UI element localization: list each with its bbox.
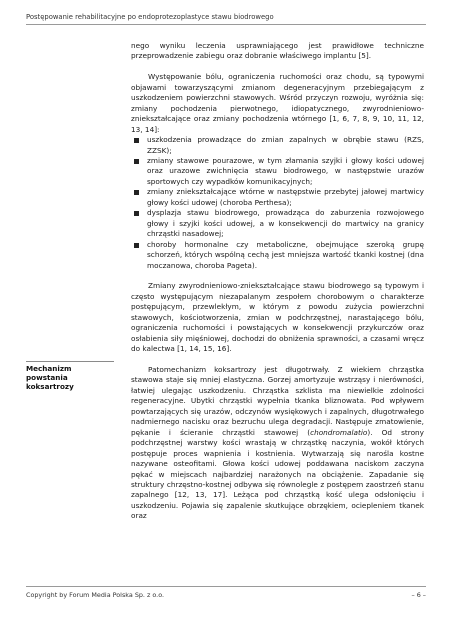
paragraph: Zmiany zwyrodnieniowo-zniekształcające stawu biodrowego są typowym i często występującym niezapalanym zespołem chorobowym o charakterze postępującym, przewlekłym, w którym z powodu zużycia powierzchni stawowych, kościotworzenia, zmian w podchrzęstnej, narastającego bólu, ograniczenia ruchomości i powstających w konsekwencji przykurczów oraz osłabienia siły mięśniowej, dochodzi do obniżenia sprawności, a czasami wręcz do kalectwa [1, 14, 15, 16]. bbox=[131, 281, 424, 354]
list-item-text: choroby hormonalne czy metaboliczne, obejmujące szeroką grupę schorzeń, których wspólną cechą jest mniejsza wartość tkanki kostnej (dna moczanowa, choroba Pageta). bbox=[147, 239, 424, 270]
list-item-text: uszkodzenia prowadzące do zmian zapalnych w obrębie stawu (RZS, ZZSK); bbox=[147, 135, 424, 155]
margin-heading-line: Mechanizm bbox=[26, 364, 72, 373]
list-item-text: zmiany zniekształcające wtórne w następstwie przebytej jałowej martwicy głowy kości udowej (choroba Perthesa); bbox=[147, 187, 424, 207]
paragraph: nego wyniku leczenia usprawniającego jest prawidłowe techniczne przeprowadzenie zabiegu oraz dobranie właściwego implantu [5]. bbox=[131, 41, 424, 61]
list-item bbox=[147, 240, 424, 271]
square-bullet-icon bbox=[134, 138, 139, 143]
italic-term: chondromalatio bbox=[310, 427, 368, 437]
square-bullet-icon bbox=[134, 243, 139, 248]
margin-heading-line: koksartrozy bbox=[26, 381, 74, 391]
text-run: Patomechanizm koksartrozy jest długotrwały. Z wiekiem chrząstka stawowa staje się mniej elastyczna. Gorzej amortyzuje wstrząsy i nierówności, łatwiej ulegając uszkodzeniu. Chrząstka szklista ma niewielkie zdolności regeneracyjne. Ubytki chrząstki wypełnia tkanka bliznowata. Pod wpływem powtarzających się urazów, odczynów wysiękowych i zapalnych, długotrwałego nadmiernego nacisku oraz bezruchu ulega degradacji. Następuje zmatowienie, pękanie i ścieranie chrząstki stawowej ( bbox=[131, 365, 424, 437]
square-bullet-icon bbox=[134, 211, 139, 216]
list-item bbox=[147, 156, 424, 187]
list-item-text: dysplazja stawu biodrowego, prowadząca do zaburzenia rozwojowego głowy i szyjki kości udowej, a w konsekwencji do martwicy na granicy chrząstki nasadowej; bbox=[147, 208, 424, 239]
main-text bbox=[131, 41, 424, 532]
page-number: – 6 – bbox=[411, 591, 426, 599]
text-run: ). Od strony podchrzęstnej warstwy kości wrastają w chrząstkę naczynia, wokół których postępuje proces wapnienia i kostnienia. Wytwarzają się narośla kostne nazywane osteofitami. Głowa kości udowej poddawana naciskom zaczyna pękać w miejscach najbardziej narażonych na obciążenie. Zapadanie się struktury chrzęstno-kostnej odbywa się równolegle z postępem zaostrzeń stanu zapalnego [12, 13, 17]. Leżąca pod chrząstką kość ulega odsłonięciu i uszkodzeniu. Pojawia się zapalenie skutkujące obrzękiem, ociepleniem tkanek oraz bbox=[131, 427, 425, 521]
list-item-text: zmiany stawowe pourazowe, w tym złamania szyjki i głowy kości udowej oraz urazowe zwichnięcia stawu biodrowego, w następstwie urazów sportowych czy wypadków komunikacyjnych; bbox=[147, 155, 424, 186]
copyright-text: Copyright by Forum Media Polska Sp. z o.o. bbox=[26, 591, 165, 599]
square-bullet-icon bbox=[134, 159, 139, 164]
running-header: Postępowanie rehabilitacyjne po endoprotezoplastyce stawu biodrowego bbox=[26, 13, 426, 25]
margin-heading-line: powstania bbox=[26, 372, 68, 382]
paragraph: Występowanie bólu, ograniczenia ruchomości oraz chodu, są typowymi objawami towarzyszącymi zmianom degeneracyjnym przebiegającym z uszkodzeniem powierzchni stawowych. Wśród przyczyn rozwoju, wyróżnia się: zmiany pochodzenia pierwotnego, idiopatycznego, zwyrodnieniowo-zniekształcające oraz zmiany pochodzenia wtórnego [1, 6, 7, 8, 9, 10, 11, 12, 13, 14]: bbox=[131, 72, 424, 134]
list-item bbox=[147, 135, 424, 156]
bullet-list bbox=[131, 135, 424, 271]
margin-heading bbox=[26, 361, 114, 391]
list-item bbox=[147, 187, 424, 208]
square-bullet-icon bbox=[134, 190, 139, 195]
list-item bbox=[147, 208, 424, 239]
paragraph bbox=[131, 365, 424, 522]
page-footer bbox=[26, 586, 426, 599]
